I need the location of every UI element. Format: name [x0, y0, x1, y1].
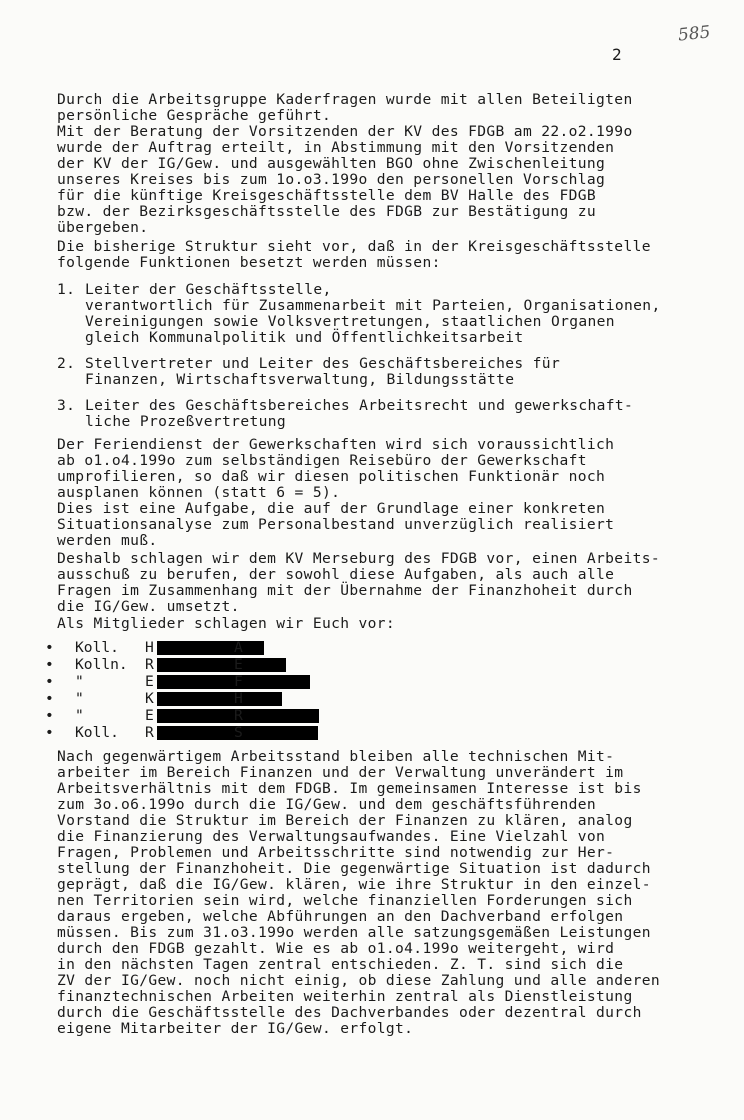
member-initial: E: [145, 673, 154, 690]
body-line: Deshalb schlagen wir dem KV Merseburg des FDGB vor, einen Arbeits-: [57, 550, 660, 567]
member-title: ": [75, 707, 84, 724]
member-initial: R: [145, 656, 154, 673]
body-line: ausschuß zu berufen, der sowohl diese Aufgaben, als auch alle: [57, 566, 615, 583]
body-line: Durch die Arbeitsgruppe Kaderfragen wurde mit allen Beteiligten: [57, 91, 633, 108]
redaction-bar: [246, 726, 318, 740]
body-line: ausplanen können (statt 6 = 5).: [57, 484, 341, 501]
body-line: bzw. der Bezirksgeschäftsstelle des FDGB zur Bestätigung zu: [57, 203, 597, 220]
body-line: daraus ergeben, welche Abführungen an den Dachverband erfolgen: [57, 908, 624, 925]
list-number: 1.: [57, 281, 76, 298]
redaction-bar: [246, 692, 282, 706]
body-line: eigene Mitarbeiter der IG/Gew. erfolgt.: [57, 1020, 414, 1037]
member-title: Kolln.: [75, 656, 128, 673]
list-item-line: liche Prozeßvertretung: [85, 413, 286, 430]
member-row: [45, 707, 243, 724]
redaction-bar: [246, 709, 319, 723]
body-line: wurde der Auftrag erteilt, in Abstimmung mit den Vorsitzenden: [57, 139, 615, 156]
list-item-line: verantwortlich für Zusammenarbeit mit Parteien, Organisationen,: [85, 297, 661, 314]
body-line: unseres Kreises bis zum 1o.o3.199o den personellen Vorschlag: [57, 171, 606, 188]
member-initial: K: [145, 690, 154, 707]
member-initial: H: [234, 690, 243, 707]
body-line: durch den FDGB gezahlt. Wie es ab o1.o4.199o weitergeht, wird: [57, 940, 615, 957]
archive-page-mark: 585: [677, 22, 712, 46]
body-line: Arbeitsverhältnis mit dem FDGB. Im gemeinsamen Interesse ist bis: [57, 780, 642, 797]
list-item-line: Vereinigungen sowie Volksvertretungen, staatlichen Organen: [85, 313, 615, 330]
body-line: ab o1.o4.199o zum selbständigen Reisebüro der Gewerkschaft: [57, 452, 587, 469]
body-line: Vorstand die Struktur im Bereich der Finanzen zu klären, analog: [57, 812, 633, 829]
body-line: Situationsanalyse zum Personalbestand unverzüglich realisiert: [57, 516, 615, 533]
body-line: Dies ist eine Aufgabe, die auf der Grundlage einer konkreten: [57, 500, 606, 517]
redaction-bar: [246, 658, 286, 672]
member-row: [45, 639, 243, 656]
body-line: zum 3o.o6.199o durch die IG/Gew. und dem geschäftsführenden: [57, 796, 597, 813]
member-initial: H: [145, 639, 154, 656]
member-title: Koll.: [75, 724, 119, 741]
body-line: Die bisherige Struktur sieht vor, daß in der Kreisgeschäftsstelle: [57, 238, 651, 255]
body-line: die Finanzierung des Verwaltungsaufwandes. Eine Vielzahl von: [57, 828, 606, 845]
body-line: nen Territorien sein wird, welche finanziellen Forderungen sich: [57, 892, 633, 909]
body-line: Der Feriendienst der Gewerkschaften wird sich voraussichtlich: [57, 436, 615, 453]
body-line: Als Mitglieder schlagen wir Euch vor:: [57, 615, 396, 632]
list-item-line: Stellvertreter und Leiter des Geschäftsbereiches für: [85, 355, 561, 372]
body-line: geprägt, daß die IG/Gew. klären, wie ihre Struktur in den einzel-: [57, 876, 651, 893]
body-line: Fragen, Problemen und Arbeitsschritte sind notwendig zur Her-: [57, 844, 615, 861]
body-line: die IG/Gew. umsetzt.: [57, 598, 240, 615]
body-line: werden muß.: [57, 532, 158, 549]
member-title: Koll.: [75, 639, 119, 656]
member-row: [45, 656, 243, 673]
bullet: •: [45, 690, 54, 707]
body-line: Nach gegenwärtigem Arbeitsstand bleiben alle technischen Mit-: [57, 748, 615, 765]
list-item-line: Leiter der Geschäftsstelle,: [85, 281, 332, 298]
member-initial: E: [145, 707, 154, 724]
list-item-line: gleich Kommunalpolitik und Öffentlichkeitsarbeit: [85, 329, 524, 346]
list-item-line: Leiter des Geschäftsbereiches Arbeitsrecht und gewerkschaft-: [85, 397, 634, 414]
body-line: durch die Geschäftsstelle des Dachverbandes oder dezentral durch: [57, 1004, 642, 1021]
member-initial: R: [234, 707, 243, 724]
bullet: •: [45, 707, 54, 724]
body-line: übergeben.: [57, 219, 149, 236]
list-number: 3.: [57, 397, 76, 414]
member-row: [45, 690, 243, 707]
bullet: •: [45, 724, 54, 741]
redaction-bar: [246, 675, 310, 689]
member-row: [45, 673, 243, 690]
body-line: folgende Funktionen besetzt werden müssen:: [57, 254, 441, 271]
redaction-bar: [246, 641, 264, 655]
member-initial: F: [234, 673, 243, 690]
list-item-line: Finanzen, Wirtschaftsverwaltung, Bildungsstätte: [85, 371, 515, 388]
member-initial: R: [145, 724, 154, 741]
body-line: umprofilieren, so daß wir diesen politischen Funktionär noch: [57, 468, 606, 485]
body-line: der KV der IG/Gew. und ausgewählten BGO ohne Zwischenleitung: [57, 155, 606, 172]
body-line: müssen. Bis zum 31.o3.199o werden alle satzungsgemäßen Leistungen: [57, 924, 651, 941]
body-line: Fragen im Zusammenhang mit der Übernahme der Finanzhoheit durch: [57, 582, 633, 599]
bullet: •: [45, 639, 54, 656]
bullet: •: [45, 673, 54, 690]
member-row: [45, 724, 243, 741]
body-line: stellung der Finanzhoheit. Die gegenwärtige Situation ist dadurch: [57, 860, 651, 877]
list-number: 2.: [57, 355, 76, 372]
member-title: ": [75, 690, 84, 707]
body-line: arbeiter im Bereich Finanzen und der Verwaltung unverändert im: [57, 764, 624, 781]
member-initial: A: [234, 639, 243, 656]
body-line: finanztechnischen Arbeiten weiterhin zentral als Dienstleistung: [57, 988, 633, 1005]
member-title: ": [75, 673, 84, 690]
member-initial: S: [234, 724, 243, 741]
member-initial: E: [234, 656, 243, 673]
page-number: 2: [612, 45, 622, 64]
body-line: Mit der Beratung der Vorsitzenden der KV des FDGB am 22.o2.199o: [57, 123, 633, 140]
body-line: in den nächsten Tagen zentral entschieden. Z. T. sind sich die: [57, 956, 624, 973]
body-line: für die künftige Kreisgeschäftsstelle dem BV Halle des FDGB: [57, 187, 597, 204]
bullet: •: [45, 656, 54, 673]
body-line: ZV der IG/Gew. noch nicht einig, ob diese Zahlung und alle anderen: [57, 972, 660, 989]
body-line: persönliche Gespräche geführt.: [57, 107, 332, 124]
